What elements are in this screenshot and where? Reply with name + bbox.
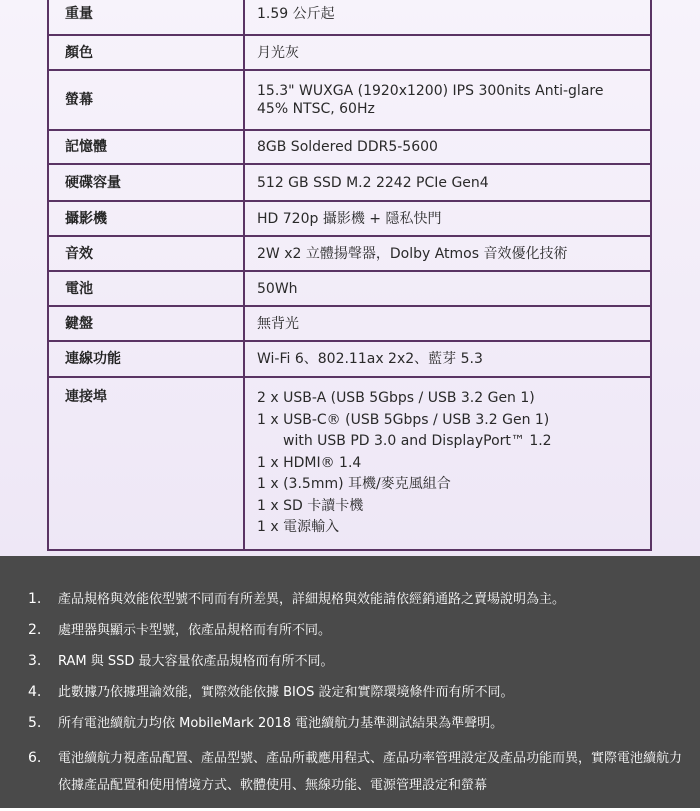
spec-value: HD 720p 攝影機 + 隱私快門 xyxy=(244,201,651,236)
spec-key: 音效 xyxy=(48,236,244,271)
spec-value: 15.3" WUXGA (1920x1200) IPS 300nits Anti-glare 45% NTSC, 60Hz xyxy=(244,70,651,130)
spec-key: 記憶體 xyxy=(48,130,244,164)
spec-row-color xyxy=(48,35,651,70)
spec-table xyxy=(47,0,652,551)
spec-value: 512 GB SSD M.2 2242 PCIe Gen4 xyxy=(244,164,651,201)
spec-row-weight xyxy=(48,0,651,35)
spec-row-display xyxy=(48,70,651,130)
spec-key: 連線功能 xyxy=(48,341,244,377)
spec-row-audio xyxy=(48,236,651,271)
notes-section xyxy=(0,556,700,808)
spec-value: 8GB Soldered DDR5-5600 xyxy=(244,130,651,164)
spec-value: 50Wh xyxy=(244,271,651,306)
spec-value: 2W x2 立體揚聲器，Dolby Atmos 音效優化技術 xyxy=(244,236,651,271)
spec-row-memory xyxy=(48,130,651,164)
spec-key: 硬碟容量 xyxy=(48,164,244,201)
spec-key: 連接埠 xyxy=(48,377,244,550)
spec-row-ports xyxy=(48,377,651,550)
spec-key: 顏色 xyxy=(48,35,244,70)
spec-row-storage xyxy=(48,164,651,201)
spec-row-keyboard xyxy=(48,306,651,341)
spec-value: Wi-Fi 6、802.11ax 2x2、藍芽 5.3 xyxy=(244,341,651,377)
note-item: 2. 處理器與顯示卡型號，依產品規格而有所不同。 xyxy=(28,622,332,638)
spec-key: 螢幕 xyxy=(48,70,244,130)
spec-value: 1.59 公斤起 xyxy=(244,0,651,35)
note-item: 4. 此數據乃依據理論效能，實際效能依據 BIOS 設定和實際環境條件而有所不同。 xyxy=(28,684,514,700)
note-item: 6. 電池續航力視產品配置、產品型號、產品所載應用程式、產品功率管理設定及產品功能而異，實際電池續航力依據產品配置和使用情境方式、軟體使用、無線功能、電源管理設定和螢幕 xyxy=(28,750,683,793)
note-item: 1. 產品規格與效能依型號不同而有所差異，詳細規格與效能請依經銷通路之賣場說明為主。 xyxy=(28,591,566,607)
notes-list xyxy=(28,590,688,811)
note-item: 3. RAM 與 SSD 最大容量依產品規格而有所不同。 xyxy=(28,653,334,669)
spec-key: 鍵盤 xyxy=(48,306,244,341)
spec-key: 攝影機 xyxy=(48,201,244,236)
spec-key: 電池 xyxy=(48,271,244,306)
spec-key: 重量 xyxy=(48,0,244,35)
spec-row-battery xyxy=(48,271,651,306)
spec-row-camera xyxy=(48,201,651,236)
note-item: 5. 所有電池續航力均依 MobileMark 2018 電池續航力基準測試結果為準聲明。 xyxy=(28,715,504,731)
spec-value: 2 x USB-A (USB 5Gbps / USB 3.2 Gen 1) 1 x USB-C® (USB 5Gbps / USB 3.2 Gen 1) with USB PD 3.0 and DisplayPort™ 1.2 1 x HDMI® 1.4 1 x (3.5mm) 耳機/麥克風組合 1 x SD 卡讀卡機 1 x 電源輸入 xyxy=(244,377,651,550)
spec-value: 無背光 xyxy=(244,306,651,341)
spec-row-connectivity xyxy=(48,341,651,377)
spec-value: 月光灰 xyxy=(244,35,651,70)
